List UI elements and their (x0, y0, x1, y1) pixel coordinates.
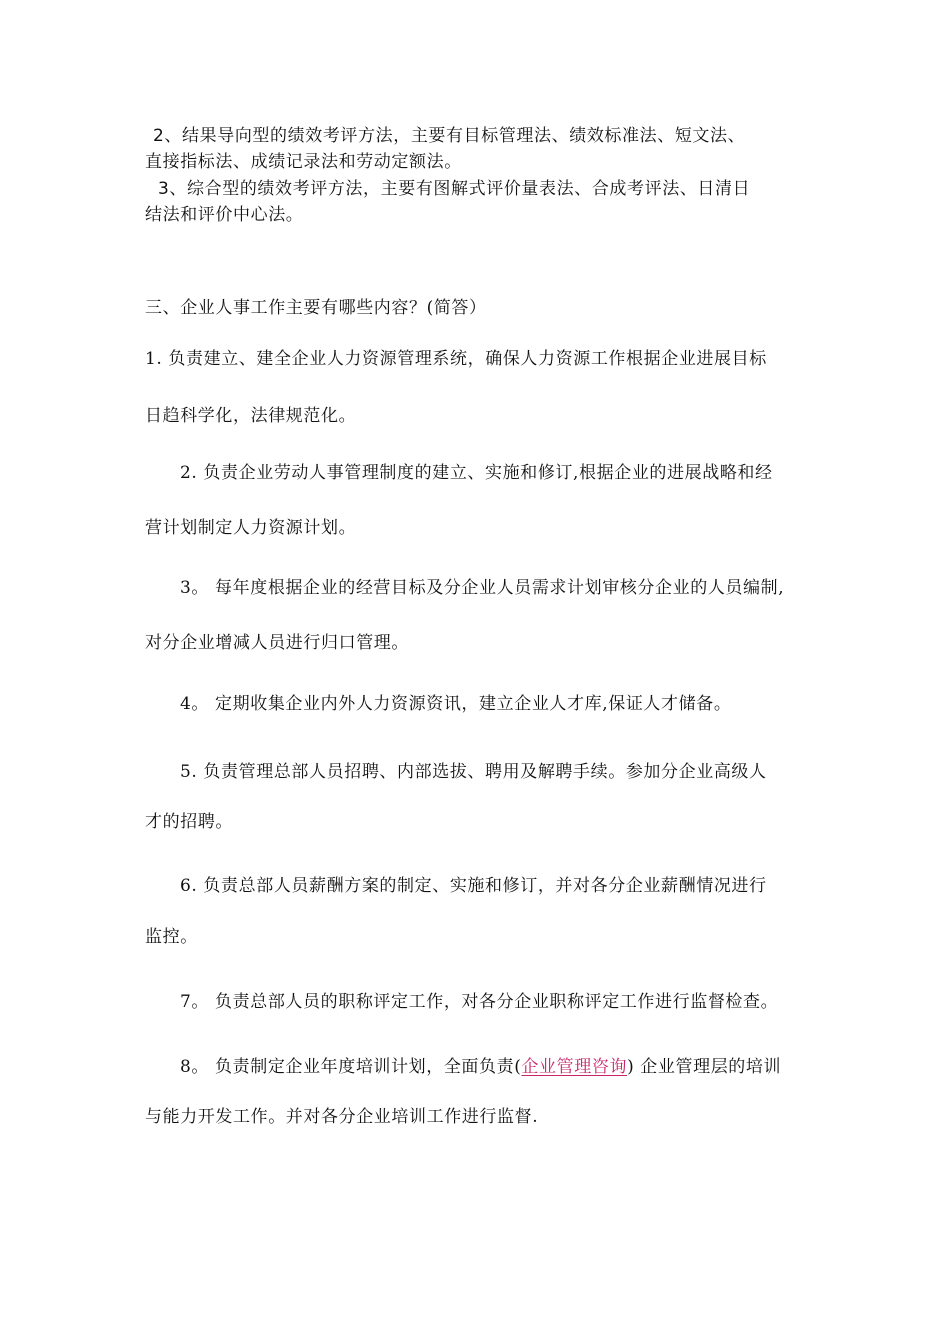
item-4-line-1: 4。 定期收集企业内外人力资源资讯，建立企业人才库,保证人才储备。 (180, 694, 732, 714)
item-8-line-2: 与能力开发工作。并对各分企业培训工作进行监督. (145, 1107, 539, 1127)
item-8-line-1-prefix: 8。 负责制定企业年度培训计划，全面负责( (180, 1057, 522, 1077)
item-5-line-1: 5. 负责管理总部人员招聘、内部选拔、聘用及解聘手续。参加分企业高级人 (180, 762, 767, 782)
item-3-line-1: 3。 每年度根据企业的经营目标及分企业人员需求计划审核分企业的人员编制, (180, 578, 785, 598)
item-8-line-1-suffix: ) 企业管理层的培训 (627, 1057, 782, 1077)
consulting-link[interactable]: 企业管理咨询 (521, 1057, 628, 1077)
item-3-line-2: 对分企业增减人员进行归口管理。 (145, 633, 409, 653)
item-7-line-1: 7。 负责总部人员的职称评定工作，对各分企业职称评定工作进行监督检查。 (180, 992, 779, 1012)
paragraph-3-line-1: 3、综合型的绩效考评方法，主要有图解式评价量表法、合成考评法、日清日 (158, 179, 751, 199)
item-1-line-2: 日趋科学化，法律规范化。 (145, 406, 357, 426)
item-6-line-1: 6. 负责总部人员薪酬方案的制定、实施和修订，并对各分企业薪酬情况进行 (180, 876, 767, 896)
paragraph-3-line-2: 结法和评价中心法。 (145, 205, 304, 225)
item-6-line-2: 监控。 (145, 927, 198, 947)
item-2-line-1: 2. 负责企业劳动人事管理制度的建立、实施和修订,根据企业的进展战略和经 (180, 463, 773, 483)
item-2-line-2: 营计划制定人力资源计划。 (145, 518, 357, 538)
paragraph-2-line-1: 2、结果导向型的绩效考评方法，主要有目标管理法、绩效标准法、短文法、 (153, 126, 746, 146)
item-8-line-1 (180, 1055, 781, 1079)
section-title: 三、企业人事工作主要有哪些内容？(简答） (145, 298, 487, 318)
item-1-line-1: 1. 负责建立、建全企业人力资源管理系统，确保人力资源工作根据企业进展目标 (145, 349, 767, 369)
item-5-line-2: 才的招聘。 (145, 812, 233, 832)
paragraph-2-line-2: 直接指标法、成绩记录法和劳动定额法。 (145, 152, 462, 172)
